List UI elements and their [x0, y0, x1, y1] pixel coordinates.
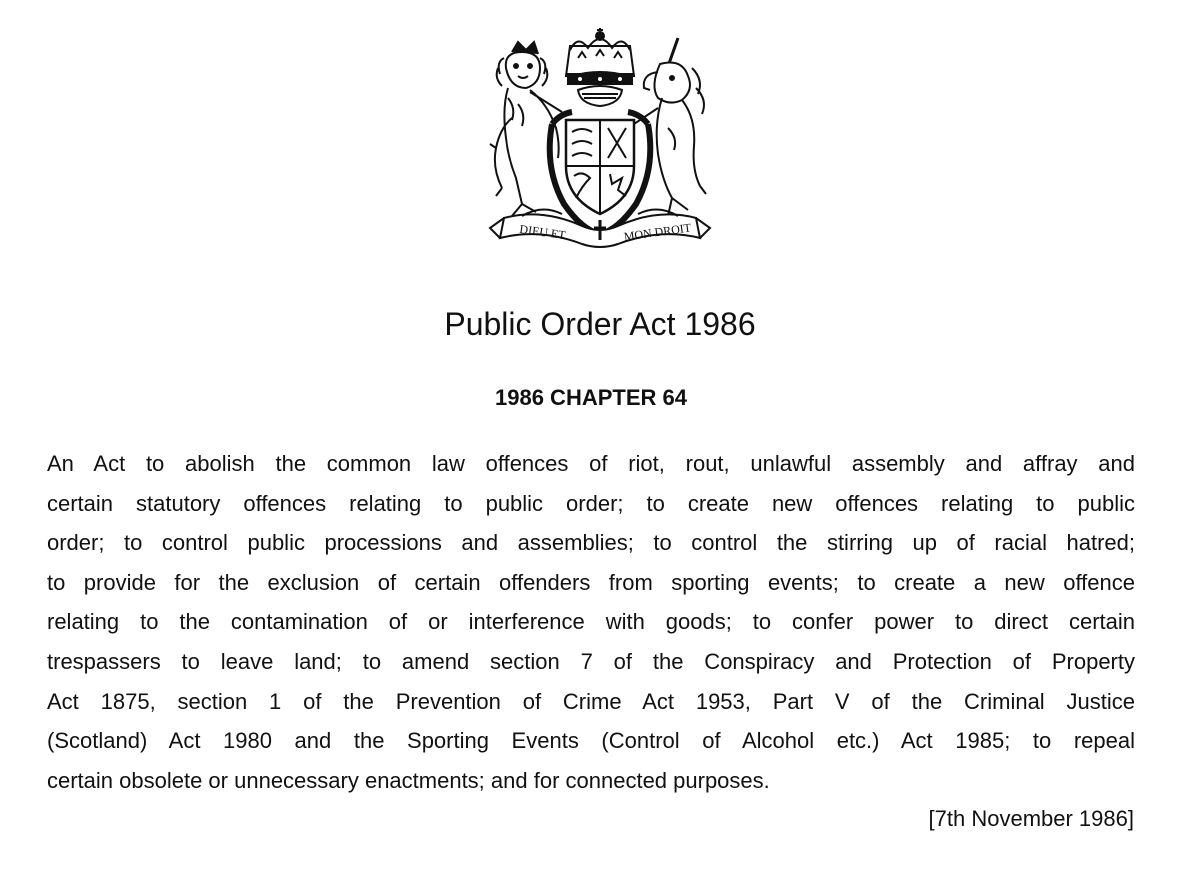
long-title-line: to provide for the exclusion of certain offenders from sporting events; to create a new offence [47, 569, 1135, 595]
royal-coat-of-arms [482, 28, 718, 250]
long-title-line: Act 1875, section 1 of the Prevention of Crime Act 1953, Part V of the Criminal Justice [47, 688, 1135, 714]
long-title-line: certain obsolete or unnecessary enactments; and for connected purposes. [47, 767, 770, 793]
long-title-line: certain statutory offences relating to public order; to create new offences relating to public [47, 490, 1135, 516]
crown-icon [566, 28, 634, 84]
long-title [47, 444, 1135, 800]
chapter-number: 1986 CHAPTER 64 [495, 385, 687, 410]
long-title-line: (Scotland) Act 1980 and the Sporting Events (Control of Alcohol etc.) Act 1985; to repeal [47, 728, 1135, 754]
long-title-line: An Act to abolish the common law offences of riot, rout, unlawful assembly and affray and [47, 451, 1135, 476]
long-title-line: order; to control public processions and assemblies; to control the stirring up of racial hatred; [47, 530, 1135, 556]
motto-right-text: MON DROIT [622, 220, 692, 244]
motto-left-text: DIEU ET [518, 221, 567, 243]
shield-icon [566, 120, 634, 214]
royal-assent-date: [7th November 1986] [928, 806, 1134, 831]
long-title-line: relating to the contamination of or interference with goods; to confer power to direct certain [47, 609, 1135, 635]
act-title: Public Order Act 1986 [444, 306, 756, 342]
long-title-line: trespassers to leave land; to amend section 7 of the Conspiracy and Protection of Property [47, 648, 1135, 674]
